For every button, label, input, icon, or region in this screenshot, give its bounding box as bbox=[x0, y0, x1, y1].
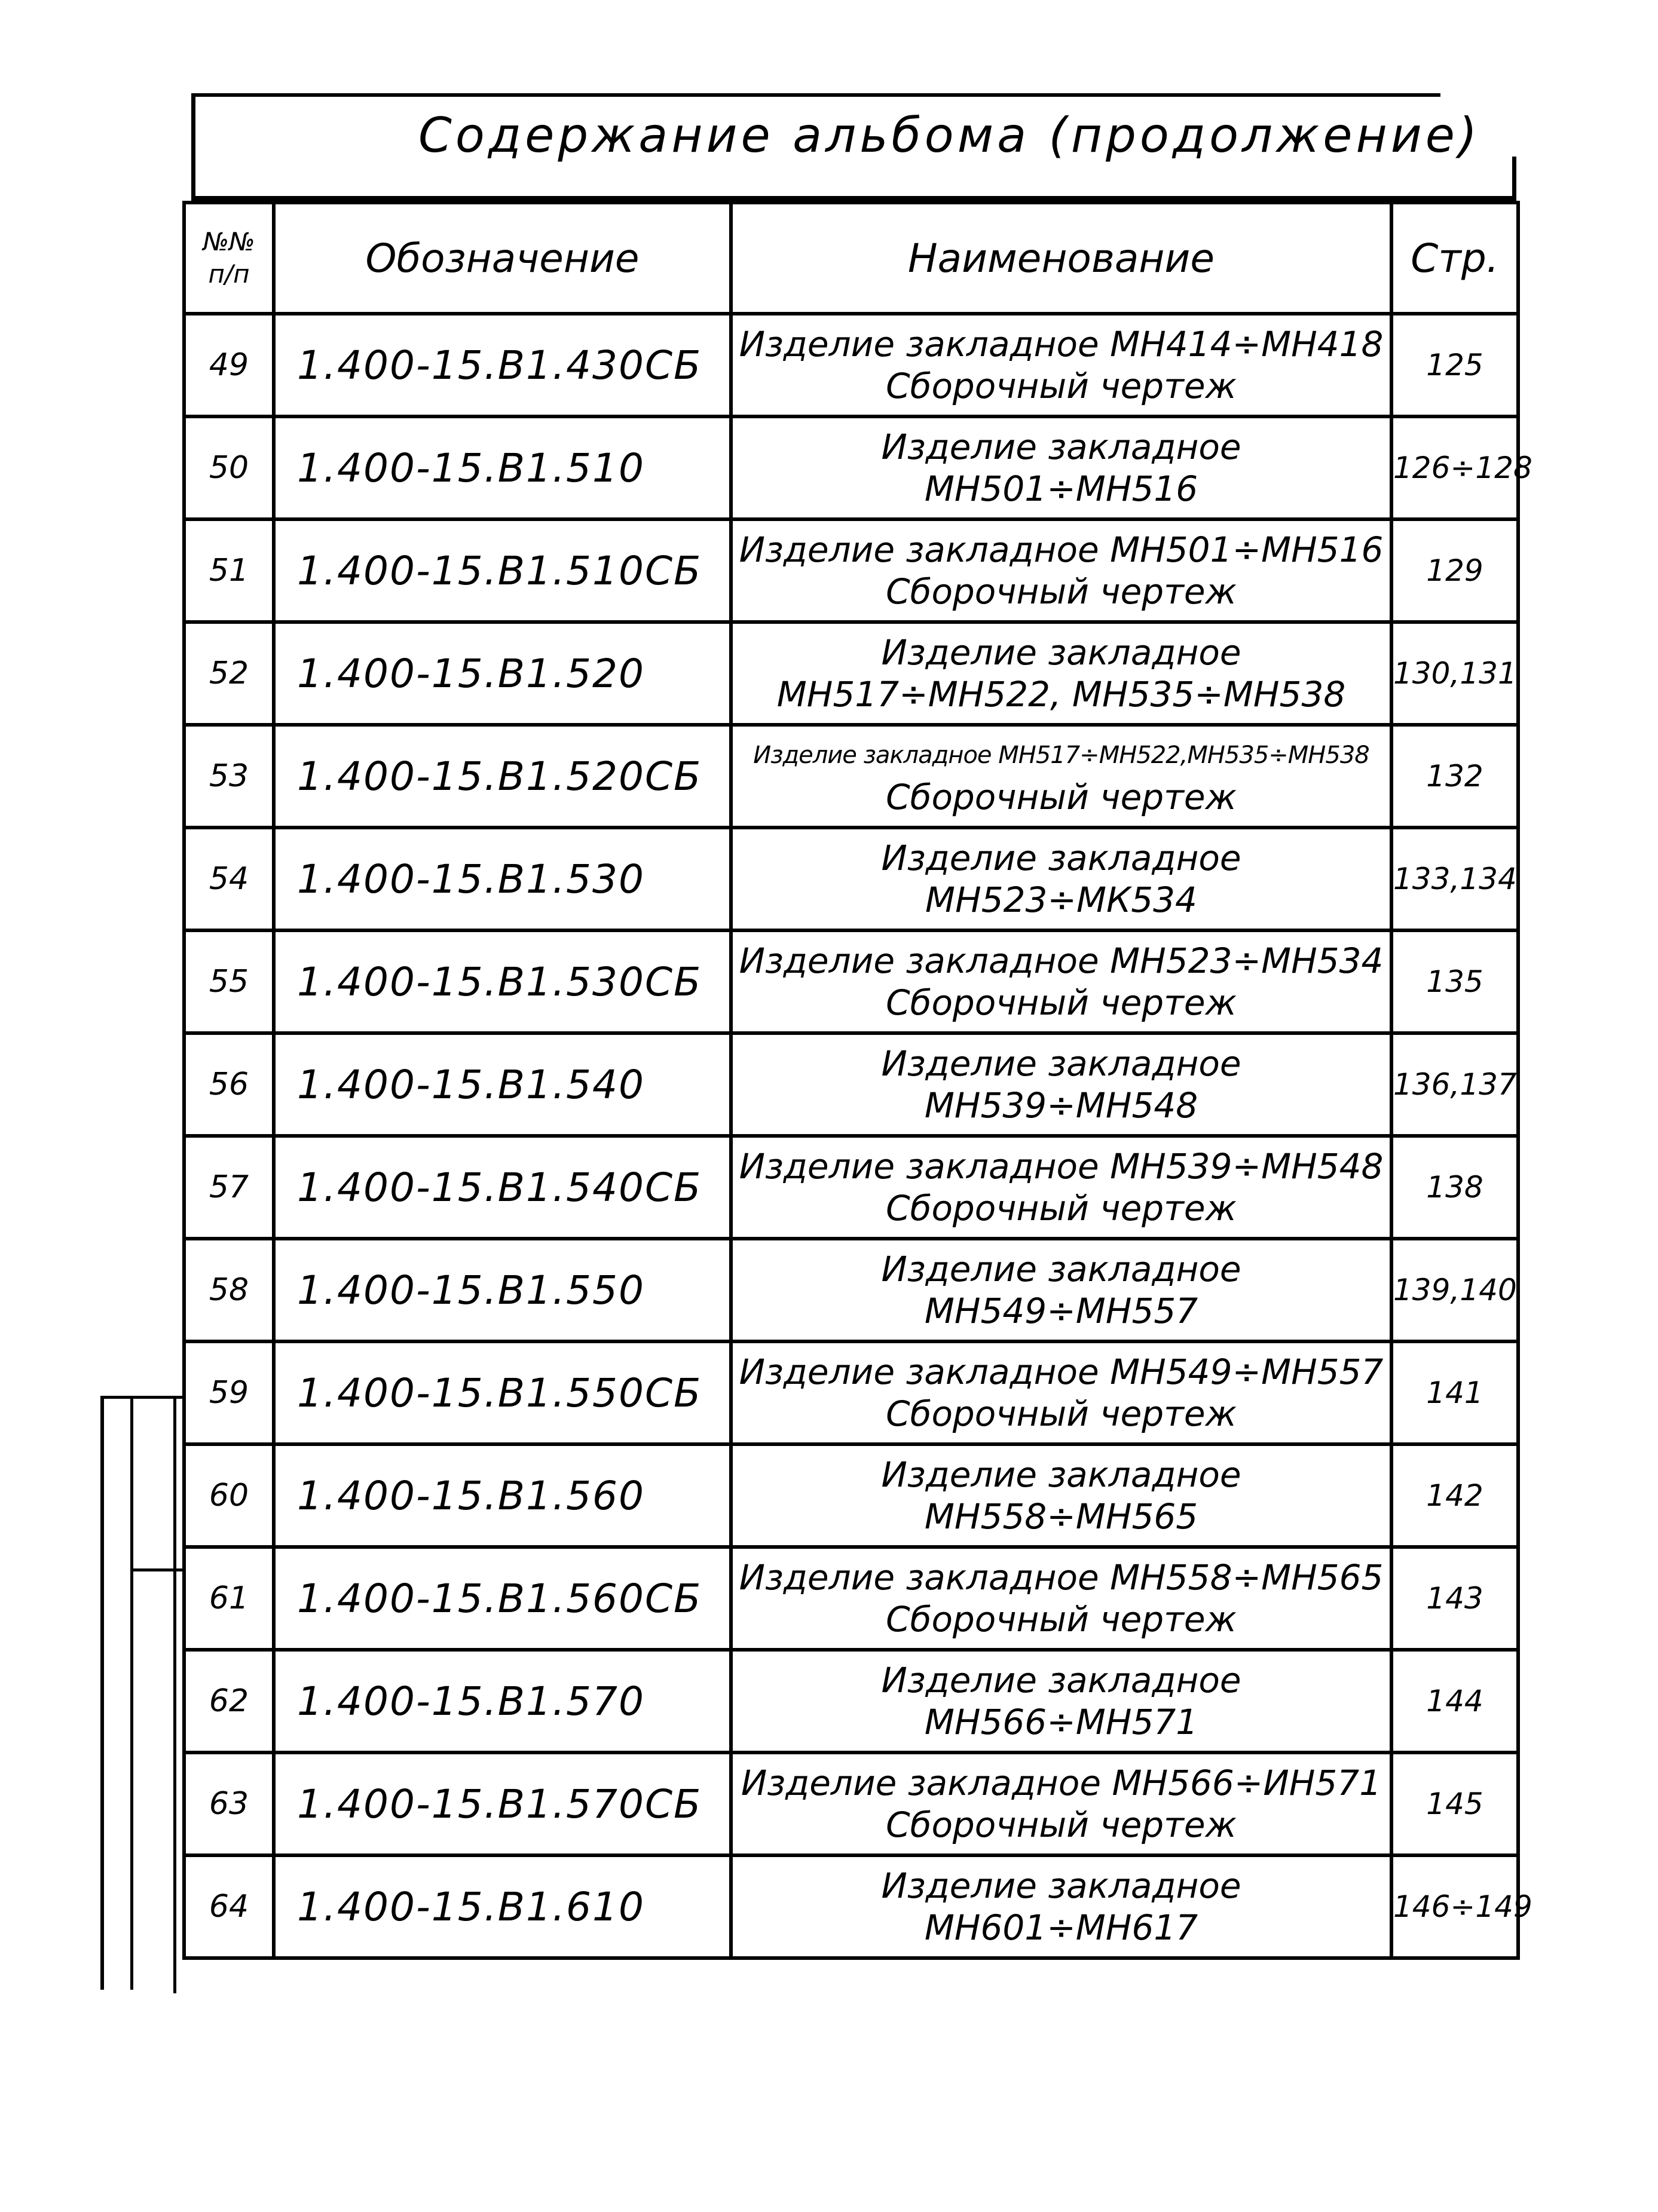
page-title: Содержание альбома (продолжение) bbox=[418, 108, 1481, 163]
row-name-line1: Изделие закладное bbox=[881, 427, 1241, 467]
contents-table bbox=[182, 201, 1532, 1960]
table-row bbox=[184, 519, 1518, 622]
row-page: 126÷128 bbox=[1391, 416, 1518, 519]
row-name bbox=[731, 1444, 1391, 1547]
binding-tick bbox=[100, 1396, 184, 1399]
row-name-line2: Сборочный чертеж bbox=[886, 777, 1237, 817]
table-row bbox=[184, 1341, 1518, 1444]
header-number-line1: №№ bbox=[203, 227, 255, 256]
row-page: 138 bbox=[1391, 1136, 1518, 1239]
table-row bbox=[184, 314, 1518, 416]
table-row bbox=[184, 930, 1518, 1033]
row-page: 141 bbox=[1391, 1341, 1518, 1444]
row-name-line2: Сборочный чертеж bbox=[886, 1188, 1237, 1228]
row-name-line2: Сборочный чертеж bbox=[886, 1393, 1237, 1434]
table-row bbox=[184, 1033, 1518, 1136]
row-code: 1.400-15.В1.540СБ bbox=[274, 1136, 731, 1239]
row-page: 132 bbox=[1391, 725, 1518, 828]
table-row bbox=[184, 1753, 1518, 1855]
row-name bbox=[731, 930, 1391, 1033]
row-name-line1: Изделие закладное МН501÷МН516 bbox=[739, 529, 1384, 570]
row-name-line1: Изделие закладное МН566÷ИН571 bbox=[741, 1763, 1382, 1803]
row-page: 139,140 bbox=[1391, 1239, 1518, 1341]
row-code: 1.400-15.В1.510СБ bbox=[274, 519, 731, 622]
row-page: 136,137 bbox=[1391, 1033, 1518, 1136]
row-name-line1: Изделие закладное bbox=[881, 1660, 1241, 1701]
row-name-line1: Изделие закладное МН549÷МН557 bbox=[739, 1352, 1384, 1392]
binding-line bbox=[130, 1398, 133, 1990]
row-code: 1.400-15.В1.520 bbox=[274, 622, 731, 725]
row-name-line1: Изделие закладное МН539÷МН548 bbox=[739, 1146, 1384, 1187]
row-name-line1: Изделие закладное bbox=[881, 838, 1241, 878]
row-code: 1.400-15.В1.510 bbox=[274, 416, 731, 519]
row-page: 143 bbox=[1391, 1547, 1518, 1650]
row-name-line1: Изделие закладное bbox=[881, 1043, 1241, 1084]
row-code: 1.400-15.В1.430СБ bbox=[274, 314, 731, 416]
row-name-line2: Сборочный чертеж bbox=[886, 571, 1237, 612]
row-number: 50 bbox=[184, 416, 274, 519]
table-row bbox=[184, 622, 1518, 725]
table-row bbox=[184, 416, 1518, 519]
row-number: 62 bbox=[184, 1650, 274, 1753]
row-page: 145 bbox=[1391, 1753, 1518, 1855]
row-number: 57 bbox=[184, 1136, 274, 1239]
row-name bbox=[731, 1547, 1391, 1650]
row-code: 1.400-15.В1.610 bbox=[274, 1855, 731, 1958]
row-number: 54 bbox=[184, 828, 274, 930]
row-page: 129 bbox=[1391, 519, 1518, 622]
row-number: 59 bbox=[184, 1341, 274, 1444]
row-number: 63 bbox=[184, 1753, 274, 1855]
row-code: 1.400-15.В1.530СБ bbox=[274, 930, 731, 1033]
row-name-line2: МН558÷МН565 bbox=[924, 1496, 1198, 1537]
row-name-line1: Изделие закладное bbox=[881, 1865, 1241, 1906]
row-number: 51 bbox=[184, 519, 274, 622]
row-page: 133,134 bbox=[1391, 828, 1518, 930]
row-name-line2: МН601÷МН617 bbox=[924, 1907, 1198, 1948]
row-name bbox=[731, 519, 1391, 622]
header-page: Стр. bbox=[1391, 203, 1518, 314]
row-number: 49 bbox=[184, 314, 274, 416]
row-code: 1.400-15.В1.560СБ bbox=[274, 1547, 731, 1650]
table-row bbox=[184, 1855, 1518, 1958]
row-code: 1.400-15.В1.550СБ bbox=[274, 1341, 731, 1444]
row-number: 52 bbox=[184, 622, 274, 725]
row-name bbox=[731, 1239, 1391, 1341]
row-code: 1.400-15.В1.530 bbox=[274, 828, 731, 930]
row-name bbox=[731, 828, 1391, 930]
row-name-line2: МН549÷МН557 bbox=[924, 1291, 1198, 1331]
header-code: Обозначение bbox=[274, 203, 731, 314]
row-page: 130,131 bbox=[1391, 622, 1518, 725]
row-name bbox=[731, 1753, 1391, 1855]
table-row bbox=[184, 1650, 1518, 1753]
row-number: 60 bbox=[184, 1444, 274, 1547]
row-name-line1: Изделие закладное bbox=[881, 1249, 1241, 1289]
table-row bbox=[184, 1444, 1518, 1547]
row-name-line2: Сборочный чертеж bbox=[886, 982, 1237, 1023]
row-name-line1: Изделие закладное МН523÷МН534 bbox=[739, 940, 1384, 981]
row-code: 1.400-15.В1.560 bbox=[274, 1444, 731, 1547]
row-name bbox=[731, 725, 1391, 828]
binding-line bbox=[100, 1398, 104, 1990]
row-page: 144 bbox=[1391, 1650, 1518, 1753]
title-frame-right-edge bbox=[1512, 157, 1516, 203]
row-name-line2: Сборочный чертеж bbox=[886, 1804, 1237, 1845]
row-name-line2: МН501÷МН516 bbox=[924, 468, 1198, 509]
table-row bbox=[184, 1239, 1518, 1341]
row-code: 1.400-15.В1.570 bbox=[274, 1650, 731, 1753]
table-row bbox=[184, 1547, 1518, 1650]
row-name-line1: Изделие закладное bbox=[881, 632, 1241, 673]
row-page: 125 bbox=[1391, 314, 1518, 416]
row-name-line2: МН523÷МК534 bbox=[925, 880, 1197, 920]
row-code: 1.400-15.В1.570СБ bbox=[274, 1753, 731, 1855]
row-name-line1: Изделие закладное МН558÷МН565 bbox=[739, 1557, 1384, 1598]
row-code: 1.400-15.В1.550 bbox=[274, 1239, 731, 1341]
table-header-row bbox=[184, 203, 1518, 314]
row-page: 142 bbox=[1391, 1444, 1518, 1547]
row-number: 53 bbox=[184, 725, 274, 828]
row-page: 135 bbox=[1391, 930, 1518, 1033]
table-row bbox=[184, 828, 1518, 930]
binding-line bbox=[173, 1396, 176, 1993]
row-number: 55 bbox=[184, 930, 274, 1033]
table-row bbox=[184, 1136, 1518, 1239]
row-name-line1: Изделие закладное МН517÷МН522,МН535÷МН538 bbox=[753, 742, 1369, 769]
row-name-line2: Сборочный чертеж bbox=[886, 366, 1237, 406]
row-name bbox=[731, 1341, 1391, 1444]
row-name-line2: МН517÷МН522, МН535÷МН538 bbox=[776, 674, 1346, 715]
header-number bbox=[184, 203, 274, 314]
row-name bbox=[731, 1855, 1391, 1958]
header-number-line2: п/п bbox=[208, 259, 250, 289]
row-name bbox=[731, 416, 1391, 519]
row-name-line2: МН566÷МН571 bbox=[924, 1702, 1198, 1742]
row-name-line2: МН539÷МН548 bbox=[924, 1085, 1198, 1126]
row-number: 58 bbox=[184, 1239, 274, 1341]
row-name-line1: Изделие закладное bbox=[881, 1454, 1241, 1495]
table-row bbox=[184, 725, 1518, 828]
row-code: 1.400-15.В1.520СБ bbox=[274, 725, 731, 828]
row-page: 146÷149 bbox=[1391, 1855, 1518, 1958]
row-code: 1.400-15.В1.540 bbox=[274, 1033, 731, 1136]
header-name: Наименование bbox=[731, 203, 1391, 314]
row-name bbox=[731, 1650, 1391, 1753]
row-number: 56 bbox=[184, 1033, 274, 1136]
row-name bbox=[731, 622, 1391, 725]
row-number: 64 bbox=[184, 1855, 274, 1958]
row-name bbox=[731, 314, 1391, 416]
row-name-line2: Сборочный чертеж bbox=[886, 1599, 1237, 1640]
row-number: 61 bbox=[184, 1547, 274, 1650]
row-name bbox=[731, 1136, 1391, 1239]
row-name bbox=[731, 1033, 1391, 1136]
row-name-line1: Изделие закладное МН414÷МН418 bbox=[739, 324, 1384, 364]
